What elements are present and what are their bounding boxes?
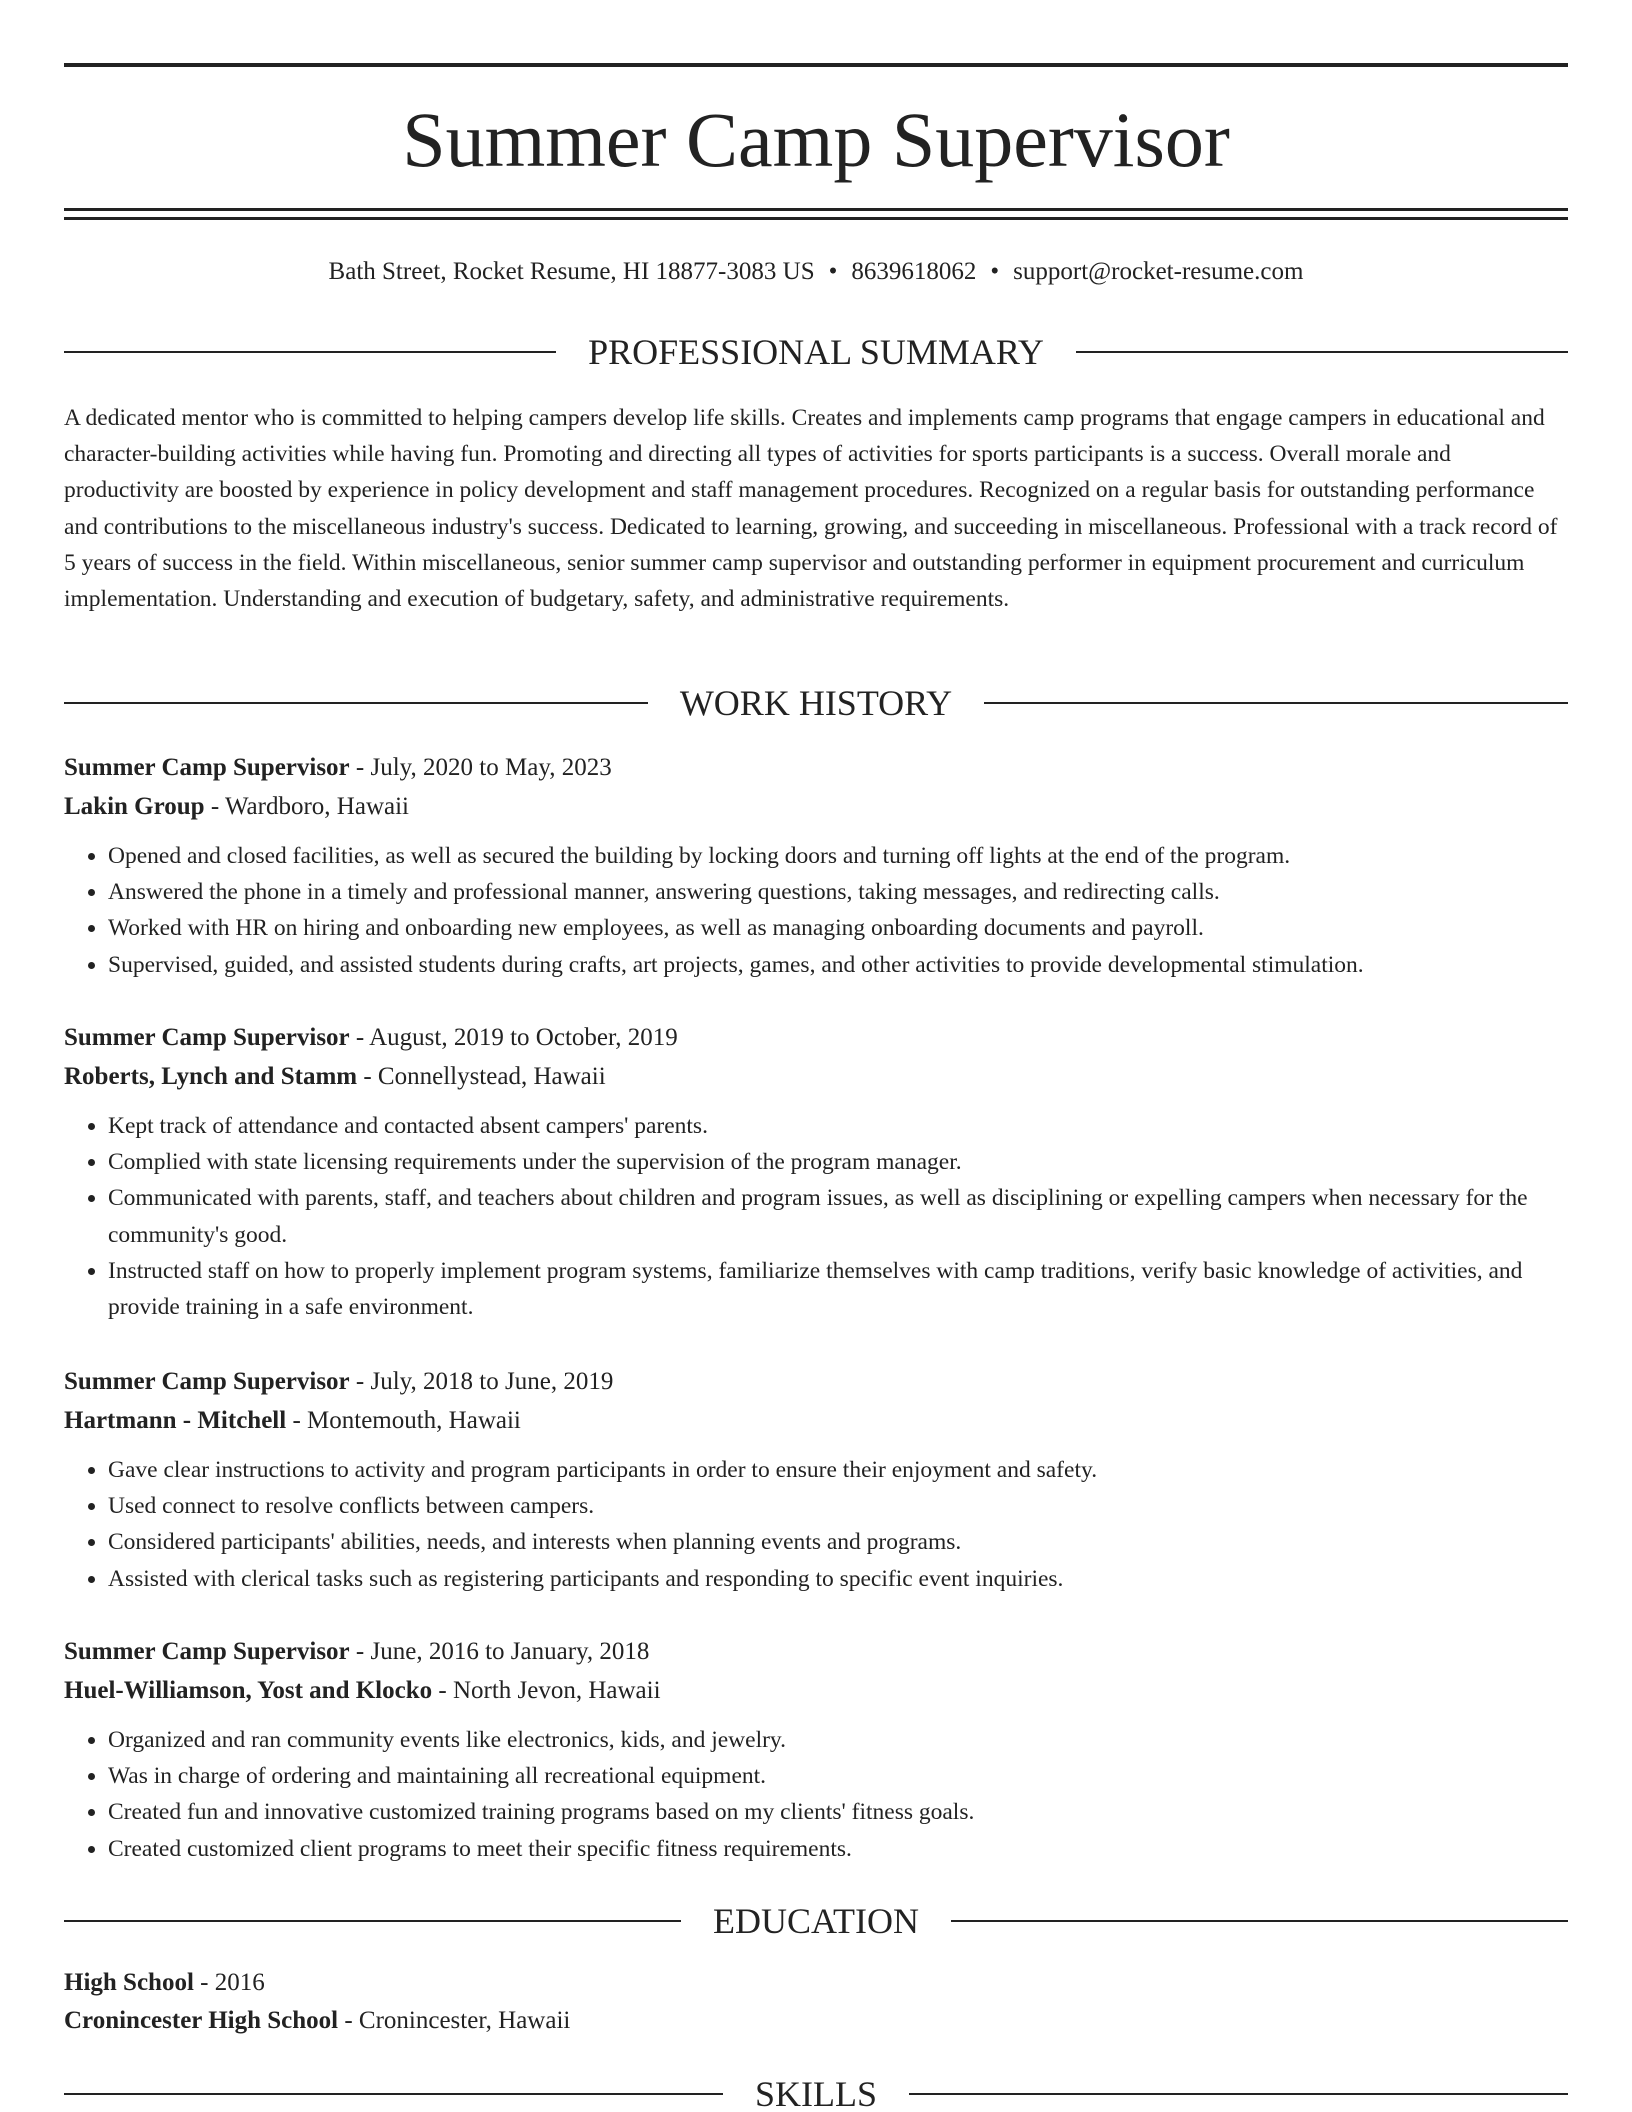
job-bullets — [64, 838, 1568, 983]
section-title: EDUCATION — [713, 1901, 919, 1941]
job-bullet: • Supervised, guided, and assisted students during crafts, art projects, games, and other activities to provide developmental stimulation. — [108, 947, 1568, 983]
job-dates: - June, 2016 to January, 2018 — [349, 1638, 650, 1665]
job-title: Summer Camp Supervisor — [64, 754, 350, 781]
section-rule — [64, 351, 556, 353]
section-rule — [984, 702, 1568, 704]
contact-phone: 8639618062 — [851, 258, 977, 285]
education-school: Cronincester High School — [64, 2007, 339, 2034]
education-school-line — [64, 2002, 1568, 2040]
job-bullet: • Communicated with parents, staff, and teachers about children and program issues, as well as disciplining or expelling campers when necessary for the community's good. — [108, 1180, 1568, 1252]
job-company-line — [64, 1401, 1568, 1440]
job-entry — [64, 1018, 1568, 1325]
resume-name: Summer Camp Supervisor — [402, 96, 1230, 183]
job-dates: - August, 2019 to October, 2019 — [349, 1024, 678, 1051]
section-title: SKILLS — [755, 2074, 878, 2112]
section-rule — [1076, 351, 1568, 353]
job-dates: - July, 2020 to May, 2023 — [349, 754, 612, 781]
job-company: Lakin Group — [64, 793, 205, 820]
job-company: Hartmann - Mitchell — [64, 1407, 287, 1434]
job-bullets — [64, 1452, 1568, 1597]
job-title-line — [64, 748, 1568, 787]
job-company: Roberts, Lynch and Stamm — [64, 1063, 358, 1090]
job-dates: - July, 2018 to June, 2019 — [349, 1368, 614, 1395]
section-rule — [64, 702, 648, 704]
top-rule — [64, 63, 1568, 67]
job-bullet: • Opened and closed facilities, as well as secured the building by locking doors and turning off lights at the end of the program. — [108, 838, 1568, 874]
job-company-line — [64, 787, 1568, 826]
job-company: Huel-Williamson, Yost and Klocko — [64, 1677, 433, 1704]
job-bullet: • Complied with state licensing requirements under the supervision of the program manager. — [108, 1144, 1568, 1180]
job-bullet: • Worked with HR on hiring and onboarding new employees, as well as managing onboarding documents and payroll. — [108, 910, 1568, 946]
contact-email: support@rocket-resume.com — [1013, 258, 1304, 285]
education-location: - Cronincester, Hawaii — [338, 2007, 571, 2034]
section-header-summary — [64, 330, 1568, 374]
section-rule — [909, 2093, 1568, 2095]
job-bullet: • Answered the phone in a timely and professional manner, answering questions, taking messages, and redirecting calls. — [108, 874, 1568, 910]
job-bullet: • Created customized client programs to meet their specific fitness requirements. — [108, 1831, 1568, 1867]
section-header-work-history — [64, 681, 1568, 725]
education-degree-line — [64, 1964, 1568, 2002]
education-degree: High School — [64, 1969, 194, 1996]
job-bullet: • Considered participants' abilities, needs, and interests when planning events and programs. — [108, 1524, 1568, 1560]
job-company-line — [64, 1671, 1568, 1710]
job-entry — [64, 1632, 1568, 1867]
summary-text: A dedicated mentor who is committed to helping campers develop life skills. Creates and implements camp programs that engage campers in educational and character-building activities while having fun. Promoting and directing all types of activities for sports participants is a success. Overall morale and productivity are boosted by experience in policy development and staff management procedures. Recognized on a regular basis for outstanding performance and contributions to the miscellaneous industry's success. Dedicated to learning, growing, and succeeding in miscellaneous. Professional with a track record of 5 years of success in the field. Within miscellaneous, senior summer camp supervisor and outstanding performer in equipment procurement and curriculum implementation. Understanding and execution of budgetary, safety, and administrative requirements. — [64, 405, 1558, 613]
job-location: - Connellystead, Hawaii — [357, 1063, 606, 1090]
job-bullets — [64, 1722, 1568, 1867]
job-bullet: • Used connect to resolve conflicts between campers. — [108, 1488, 1568, 1524]
job-title-line — [64, 1018, 1568, 1057]
job-title: Summer Camp Supervisor — [64, 1368, 350, 1395]
job-location: - Wardboro, Hawaii — [204, 793, 409, 820]
job-bullet: • Created fun and innovative customized training programs based on my clients' fitness goals. — [108, 1794, 1568, 1830]
job-bullet: • Kept track of attendance and contacted absent campers' parents. — [108, 1108, 1568, 1144]
contact-separator: • — [828, 258, 838, 285]
job-location: - Montemouth, Hawaii — [286, 1407, 521, 1434]
education-year: - 2016 — [193, 1969, 265, 1996]
job-bullet: • Assisted with clerical tasks such as registering participants and responding to specific event inquiries. — [108, 1561, 1568, 1597]
job-title-line — [64, 1362, 1568, 1401]
contact-line — [64, 254, 1568, 290]
double-rule — [64, 208, 1568, 220]
education-entry — [64, 1964, 1568, 2040]
job-title: Summer Camp Supervisor — [64, 1638, 350, 1665]
job-bullet: • Instructed staff on how to properly implement program systems, familiarize themselves with camp traditions, verify basic knowledge of activities, and provide training in a safe environment. — [108, 1253, 1568, 1325]
section-title: WORK HISTORY — [679, 683, 953, 723]
job-location: - North Jevon, Hawaii — [432, 1677, 661, 1704]
section-title: PROFESSIONAL SUMMARY — [588, 332, 1044, 372]
section-rule — [64, 1920, 681, 1922]
job-company-line — [64, 1057, 1568, 1096]
job-title-line — [64, 1632, 1568, 1671]
contact-address: Bath Street, Rocket Resume, HI 18877-3083 US — [328, 258, 815, 285]
job-bullet: • Organized and ran community events like electronics, kids, and jewelry. — [108, 1722, 1568, 1758]
job-bullets — [64, 1108, 1568, 1325]
job-entry — [64, 1362, 1568, 1597]
contact-separator: • — [990, 258, 1000, 285]
job-bullet: • Gave clear instructions to activity and program participants in order to ensure their enjoyment and safety. — [108, 1452, 1568, 1488]
section-rule — [64, 2093, 723, 2095]
job-bullet: • Was in charge of ordering and maintaining all recreational equipment. — [108, 1758, 1568, 1794]
section-header-skills — [64, 2072, 1568, 2112]
job-entry — [64, 748, 1568, 983]
job-title: Summer Camp Supervisor — [64, 1024, 350, 1051]
section-rule — [951, 1920, 1568, 1922]
section-header-education — [64, 1899, 1568, 1943]
